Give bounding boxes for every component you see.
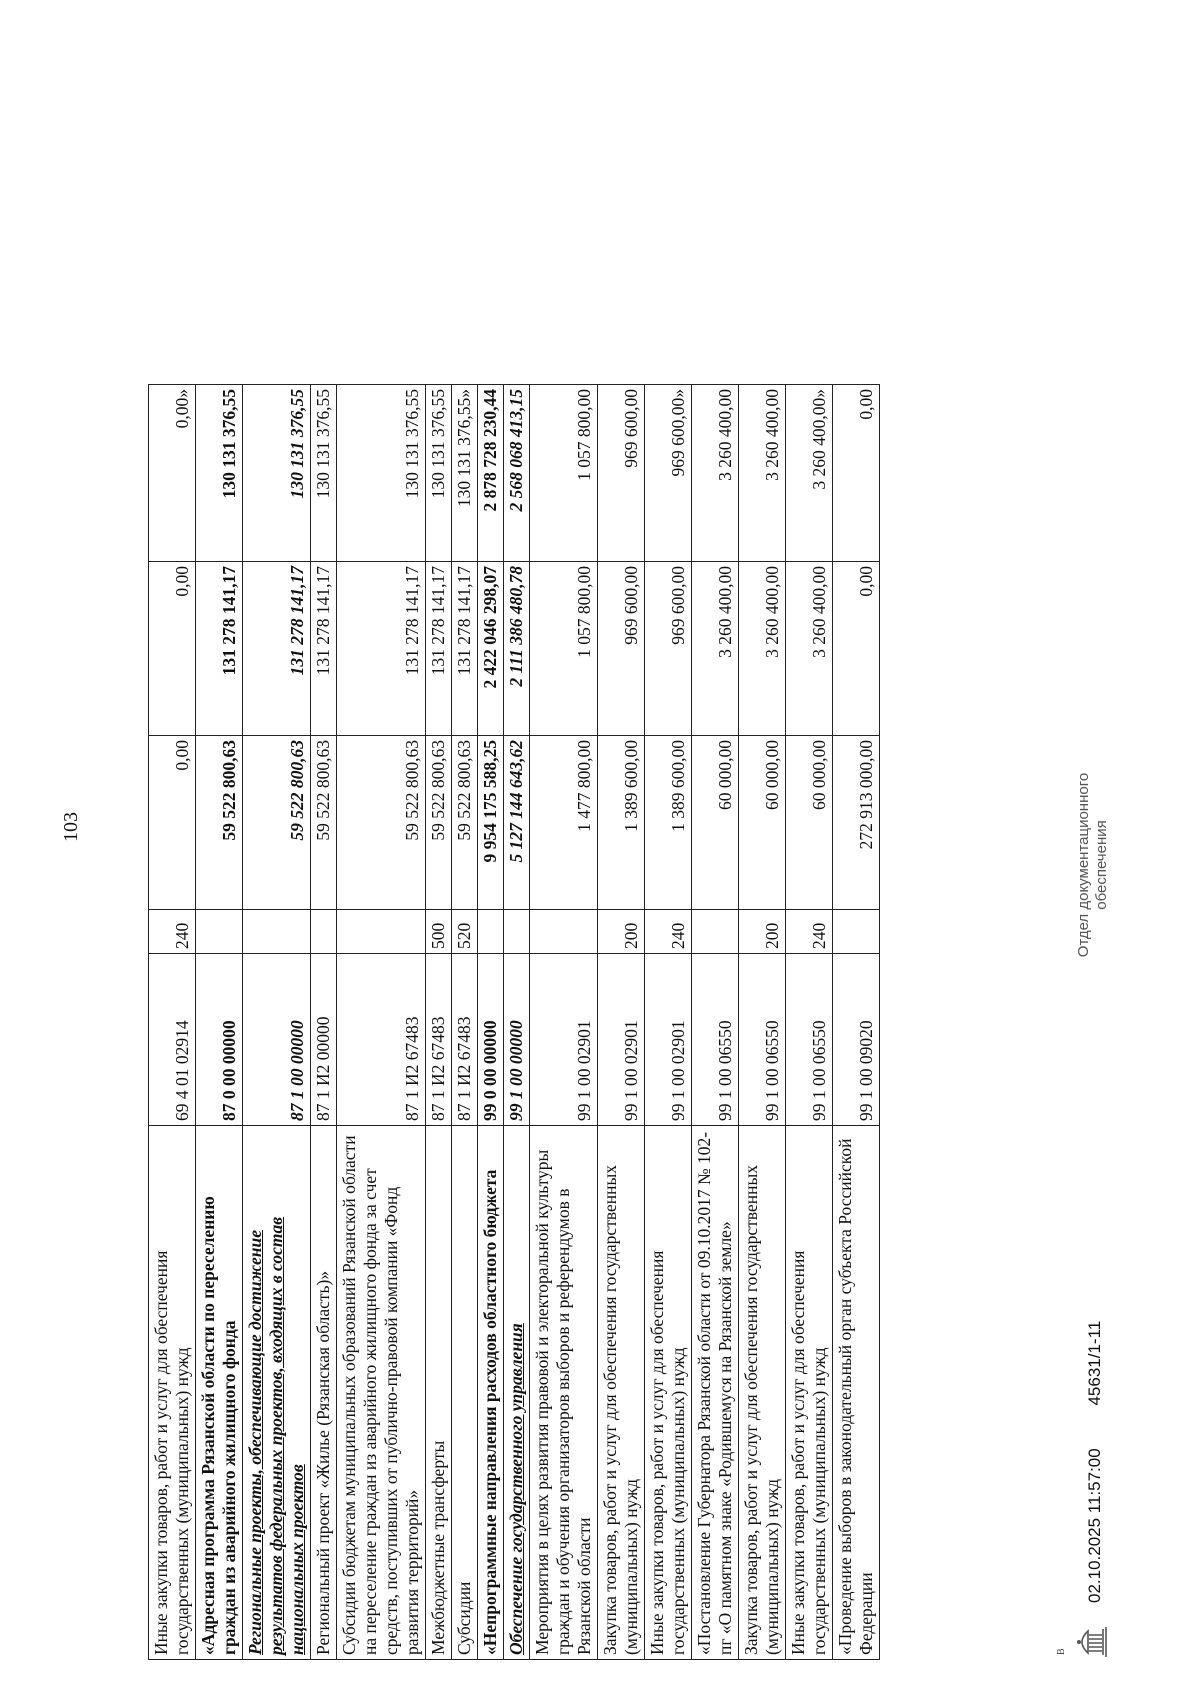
- row-value-3: 969 600,00: [598, 385, 645, 562]
- row-name: Субсидии: [452, 1126, 478, 1660]
- row-value-1: 9 954 175 588,25: [478, 736, 504, 910]
- row-value-1: 59 522 800,63: [196, 736, 243, 910]
- table-row: [692, 385, 739, 1660]
- department-line-1: Отдел документационного: [1075, 772, 1092, 958]
- row-value-2: 3 260 400,00: [692, 562, 739, 736]
- row-expense-type: [833, 910, 880, 954]
- row-value-3: 3 260 400,00»: [786, 385, 833, 562]
- row-expense-type: [692, 910, 739, 954]
- row-name: Закупка товаров, работ и услуг для обеспечения государственных (муниципальных) нужд: [739, 1126, 786, 1660]
- row-code: 99 1 00 06550: [692, 954, 739, 1126]
- table-row: [243, 385, 311, 1660]
- row-value-3: 130 131 376,55»: [452, 385, 478, 562]
- row-name: Закупка товаров, работ и услуг для обеспечения государственных (муниципальных) нужд: [598, 1126, 645, 1660]
- row-value-1: 59 522 800,63: [452, 736, 478, 910]
- table-row: [311, 385, 337, 1660]
- page-number: 103: [60, 812, 82, 842]
- row-value-3: 2 568 068 413,15: [504, 385, 530, 562]
- table-row: [452, 385, 478, 1660]
- row-name: «Непрограммные направления расходов областного бюджета: [478, 1126, 504, 1660]
- row-value-2: 969 600,00: [645, 562, 692, 736]
- row-expense-type: [530, 910, 598, 954]
- row-value-1: 59 522 800,63: [426, 736, 452, 910]
- row-value-2: 1 057 800,00: [530, 562, 598, 736]
- row-name: Мероприятия в целях развития правовой и электоральной культуры граждан и обучения организаторов выборов и референдумов в Рязанской области: [530, 1126, 598, 1660]
- row-expense-type: [311, 910, 337, 954]
- row-value-3: 969 600,00»: [645, 385, 692, 562]
- row-value-2: 0,00: [149, 562, 196, 736]
- row-expense-type: [337, 910, 426, 954]
- row-value-3: 130 131 376,55: [426, 385, 452, 562]
- row-code: 99 1 00 00000: [504, 954, 530, 1126]
- row-code: 87 1 И2 67483: [426, 954, 452, 1126]
- row-code: 69 4 01 02914: [149, 954, 196, 1126]
- row-value-1: 0,00: [149, 736, 196, 910]
- row-value-1: 59 522 800,63: [337, 736, 426, 910]
- row-value-3: 0,00: [833, 385, 880, 562]
- row-value-2: 131 278 141,17: [452, 562, 478, 736]
- row-name: Субсидии бюджетам муниципальных образований Рязанской области на переселение граждан из аварийного жилищного фонда за счет средств, поступивших от публично-правовой компании «Фонд развития территорий»: [337, 1126, 426, 1660]
- row-value-2: 2 422 046 298,07: [478, 562, 504, 736]
- row-value-2: 2 111 386 480,78: [504, 562, 530, 736]
- row-value-2: 131 278 141,17: [426, 562, 452, 736]
- row-value-3: 3 260 400,00: [739, 385, 786, 562]
- row-value-1: 1 389 600,00: [645, 736, 692, 910]
- table-row: [196, 385, 243, 1660]
- table-row: [786, 385, 833, 1660]
- table-row: [504, 385, 530, 1660]
- row-code: 87 1 И2 67483: [337, 954, 426, 1126]
- row-expense-type: [478, 910, 504, 954]
- footer-department-stamp: [1075, 735, 1111, 995]
- row-value-3: 2 878 728 230,44: [478, 385, 504, 562]
- row-value-1: 60 000,00: [739, 736, 786, 910]
- row-value-3: 130 131 376,55: [337, 385, 426, 562]
- row-value-1: 5 127 144 643,62: [504, 736, 530, 910]
- row-value-2: 131 278 141,17: [337, 562, 426, 736]
- table-row: [598, 385, 645, 1660]
- row-name: Иные закупки товаров, работ и услуг для обеспечения государственных (муниципальных) нужд: [149, 1126, 196, 1660]
- row-expense-type: 240: [149, 910, 196, 954]
- row-value-1: 1 477 800,00: [530, 736, 598, 910]
- row-code: 99 1 00 02901: [530, 954, 598, 1126]
- row-value-2: 969 600,00: [598, 562, 645, 736]
- row-expense-type: [504, 910, 530, 954]
- row-value-1: 60 000,00: [692, 736, 739, 910]
- row-expense-type: 520: [452, 910, 478, 954]
- table-row: [478, 385, 504, 1660]
- row-name: Региональный проект «Жилье (Рязанская область)»: [311, 1126, 337, 1660]
- budget-table: [148, 384, 880, 1660]
- row-value-3: 130 131 376,55: [196, 385, 243, 562]
- row-name: «Постановление Губернатора Рязанской области от 09.10.2017 № 102-пг «О памятном знаке «Родившемуся на Рязанской земле»: [692, 1126, 739, 1660]
- row-code: 87 1 И2 00000: [311, 954, 337, 1126]
- emblem-mark: В: [1056, 1648, 1067, 1655]
- row-code: 99 1 00 09020: [833, 954, 880, 1126]
- row-code: 87 1 И2 67483: [452, 954, 478, 1126]
- row-name: Межбюджетные трансферты: [426, 1126, 452, 1660]
- row-name: «Адресная программа Рязанской области по переселению граждан из аварийного жилищного фонда: [196, 1126, 243, 1660]
- row-name: Иные закупки товаров, работ и услуг для обеспечения государственных (муниципальных) нужд: [645, 1126, 692, 1660]
- table-row: [149, 385, 196, 1660]
- row-name: «Проведение выборов в законодательный орган субъекта Российской Федерации: [833, 1126, 880, 1660]
- table-row: [530, 385, 598, 1660]
- row-expense-type: [196, 910, 243, 954]
- row-value-2: 131 278 141,17: [311, 562, 337, 736]
- row-name: Региональные проекты, обеспечивающие достижение результатов федеральных проектов, входящих в состав национальных проектов: [243, 1126, 311, 1660]
- row-code: 87 0 00 00000: [196, 954, 243, 1126]
- footer-meta: [1085, 1283, 1105, 1603]
- row-expense-type: 500: [426, 910, 452, 954]
- row-code: 99 0 00 00000: [478, 954, 504, 1126]
- department-line-2: обеспечения: [1093, 820, 1110, 910]
- row-code: 99 1 00 06550: [739, 954, 786, 1126]
- row-expense-type: 200: [739, 910, 786, 954]
- row-value-3: 1 057 800,00: [530, 385, 598, 562]
- table-row: [337, 385, 426, 1660]
- row-value-1: 59 522 800,63: [243, 736, 311, 910]
- row-value-3: 130 131 376,55: [311, 385, 337, 562]
- row-name: Иные закупки товаров, работ и услуг для обеспечения государственных (муниципальных) нужд: [786, 1126, 833, 1660]
- row-value-2: 131 278 141,17: [243, 562, 311, 736]
- row-value-2: 3 260 400,00: [739, 562, 786, 736]
- row-expense-type: [243, 910, 311, 954]
- row-code: 99 1 00 02901: [598, 954, 645, 1126]
- row-name: Обеспечение государственного управления: [504, 1126, 530, 1660]
- table-row: [426, 385, 452, 1660]
- row-expense-type: 200: [598, 910, 645, 954]
- duma-emblem-icon: [1070, 1621, 1112, 1663]
- footer-date: 02.10.2025 11:57:00: [1085, 1448, 1104, 1603]
- row-value-2: 3 260 400,00: [786, 562, 833, 736]
- row-value-1: 1 389 600,00: [598, 736, 645, 910]
- row-value-1: 59 522 800,63: [311, 736, 337, 910]
- row-code: 99 1 00 06550: [786, 954, 833, 1126]
- row-value-2: 131 278 141,17: [196, 562, 243, 736]
- row-expense-type: 240: [786, 910, 833, 954]
- row-code: 99 1 00 02901: [645, 954, 692, 1126]
- row-value-2: 0,00: [833, 562, 880, 736]
- table-row: [833, 385, 880, 1660]
- row-value-1: 272 913 000,00: [833, 736, 880, 910]
- table-row: [645, 385, 692, 1660]
- row-code: 87 1 00 00000: [243, 954, 311, 1126]
- row-value-3: 130 131 376,55: [243, 385, 311, 562]
- row-expense-type: 240: [645, 910, 692, 954]
- row-value-3: 3 260 400,00: [692, 385, 739, 562]
- table-row: [739, 385, 786, 1660]
- row-value-1: 60 000,00: [786, 736, 833, 910]
- row-value-3: 0,00»: [149, 385, 196, 562]
- footer-doc-id: 45631/1-11: [1085, 1320, 1104, 1406]
